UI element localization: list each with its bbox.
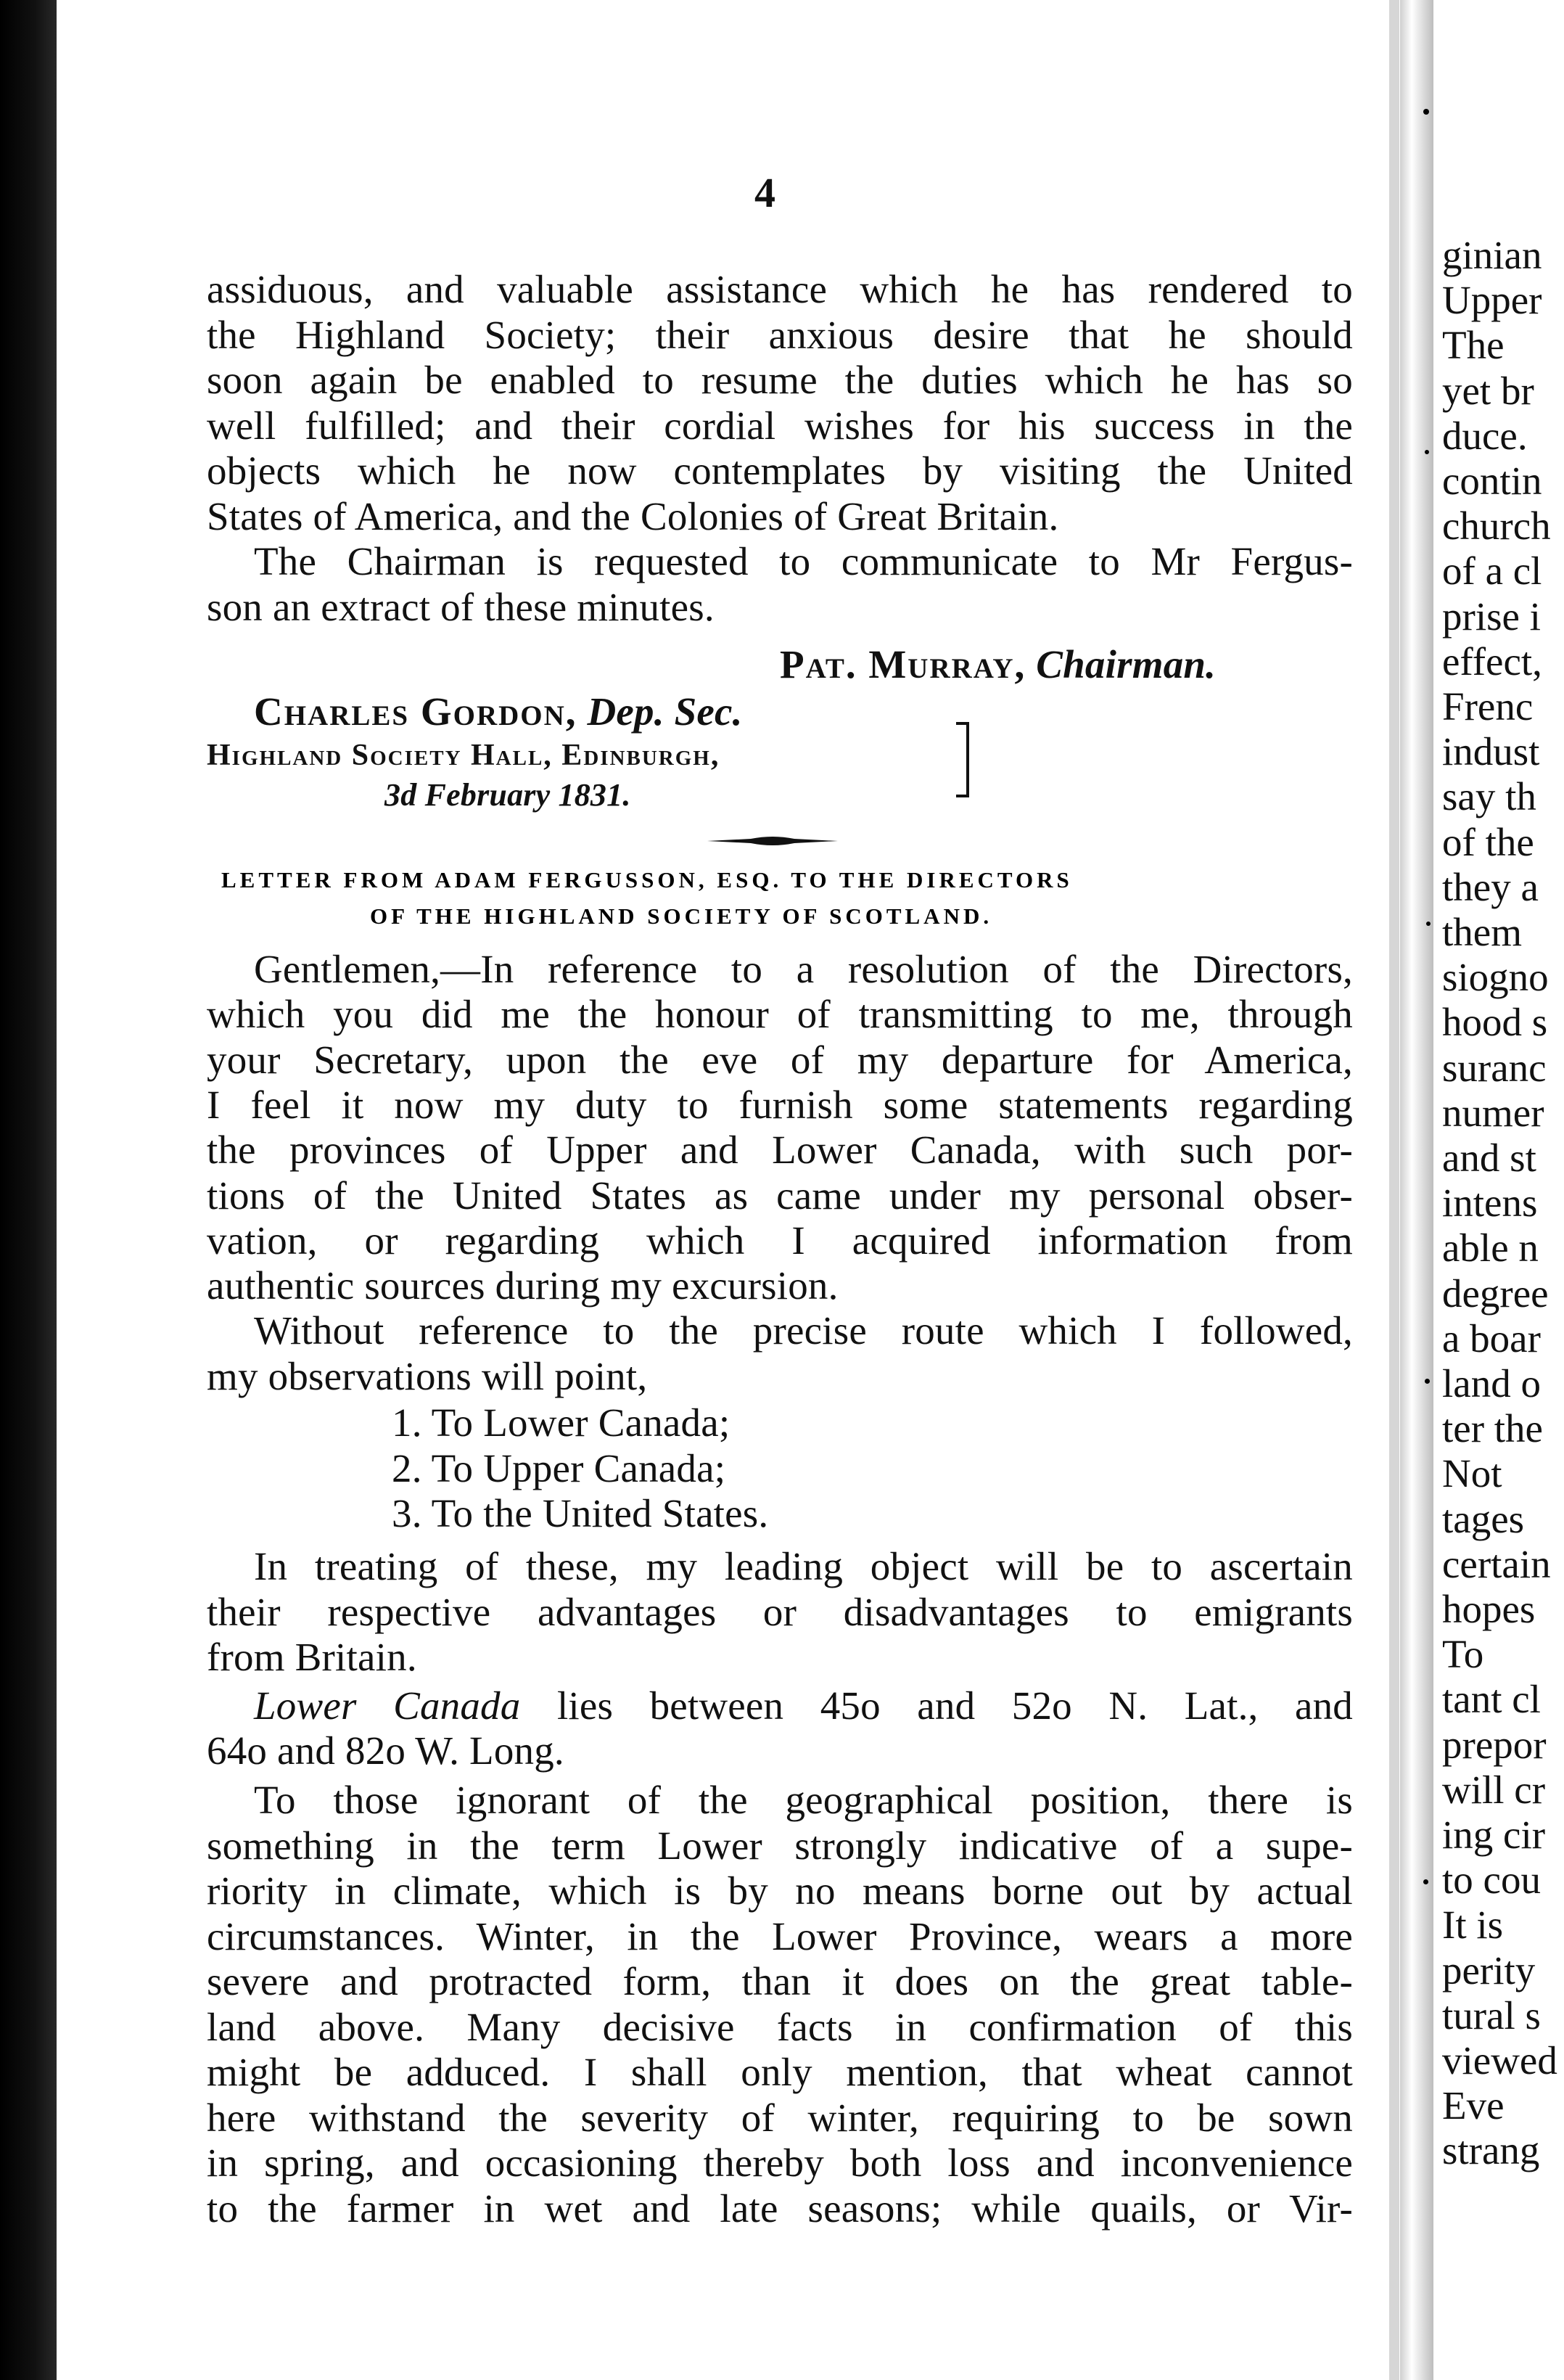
- right-page-fragment: It is: [1442, 1903, 1504, 1948]
- right-page-fragment: ginian: [1442, 233, 1542, 277]
- block4-line: land above. Many decisive facts in confirmation of this: [207, 2004, 1353, 2049]
- right-page-fragment: prise i: [1442, 594, 1541, 639]
- block4-line: to the farmer in wet and late seasons; while quails, or Vir-: [207, 2186, 1353, 2231]
- block2-line: which you did me the honour of transmitting to me, through: [207, 992, 1353, 1037]
- right-page-fragment: and st: [1442, 1136, 1536, 1180]
- block2-line: vation, or regarding which I acquired information from: [207, 1218, 1353, 1263]
- right-page-fragment: of a cl: [1442, 549, 1542, 594]
- block4-line: riority in climate, which is by no means borne out by actual: [207, 1868, 1353, 1913]
- block3-line: In treating of these, my leading object will be to ascertain: [254, 1544, 1353, 1588]
- right-page-fragment: effect,: [1442, 639, 1542, 684]
- letter-heading-line-1: LETTER FROM ADAM FERGUSSON, ESQ. TO THE DIRECTORS: [221, 867, 1073, 892]
- block4-line: here withstand the severity of winter, requiring to be sown: [207, 2095, 1353, 2140]
- right-page-fragment: intens: [1442, 1181, 1538, 1226]
- ornament-divider: [707, 834, 838, 848]
- right-page-fragment: contin: [1442, 459, 1542, 503]
- secretary-signature: [254, 689, 743, 734]
- block1-line: soon again be enabled to resume the duties which he has so: [207, 358, 1353, 402]
- block1-line: well fulfilled; and their cordial wishes for his success in the: [207, 403, 1353, 448]
- right-page-fragment: church: [1442, 504, 1551, 549]
- block2-line: Gentlemen,—In reference to a resolution of the Directors,: [254, 947, 1353, 991]
- scan-speck: [1425, 450, 1429, 454]
- right-page-fragment: they a: [1442, 864, 1539, 909]
- right-page-fragment: able n: [1442, 1226, 1539, 1271]
- block3-line: from Britain.: [207, 1635, 417, 1679]
- letter-heading-line-2: OF THE HIGHLAND SOCIETY OF SCOTLAND.: [370, 903, 993, 929]
- lower-canada-lat: lies between 45o and 52o N. Lat., and: [556, 1683, 1353, 1728]
- right-page-fragment: Not: [1442, 1451, 1502, 1496]
- book-spine: [1400, 0, 1433, 2380]
- block2-line: I feel it now my duty to furnish some statements regarding: [207, 1082, 1353, 1127]
- block4-line: in spring, and occasioning thereby both loss and inconvenience: [207, 2141, 1353, 2185]
- right-page-fragment: of the: [1442, 819, 1534, 864]
- page-number: 4: [754, 169, 775, 216]
- right-page-fragment: a boar: [1442, 1316, 1541, 1361]
- right-page-fragment: will cr: [1442, 1767, 1546, 1812]
- right-page-fragment: Frenc: [1442, 684, 1534, 729]
- right-page-fragment: land o: [1442, 1361, 1541, 1406]
- bracket-mark: [956, 722, 969, 797]
- block1-line: son an extract of these minutes.: [207, 584, 715, 629]
- right-page-fragment: certain: [1442, 1541, 1551, 1586]
- right-page-fragment: viewed: [1442, 2038, 1557, 2082]
- list-line: 2. To Upper Canada;: [392, 1445, 726, 1490]
- right-page-fragment: to cou: [1442, 1858, 1541, 1903]
- scan-speck: [1426, 922, 1431, 926]
- block2-line: tions of the United States as came under my personal obser-: [207, 1173, 1353, 1218]
- block4-line: severe and protracted form, than it does on the great table-: [207, 1959, 1353, 2003]
- right-page-fragment: suranc: [1442, 1045, 1547, 1090]
- right-page-fragment: indust: [1442, 729, 1540, 774]
- secretary-name: Charles Gordon,: [254, 689, 577, 734]
- right-page-fragment: perity: [1442, 1948, 1536, 1993]
- block1-line: assiduous, and valuable assistance which he has rendered to: [207, 267, 1353, 311]
- right-page-fragment: Eve: [1442, 2083, 1505, 2128]
- block2-line: the provinces of Upper and Lower Canada, with such por-: [207, 1128, 1353, 1173]
- right-page-fragment: yet br: [1442, 368, 1534, 413]
- block4-line: To those ignorant of the geographical position, there is: [254, 1778, 1353, 1822]
- block4-line: circumstances. Winter, in the Lower Province, wears a more: [207, 1913, 1353, 1958]
- right-page-fragment: prepor: [1442, 1722, 1547, 1767]
- secretary-title: Dep. Sec.: [587, 689, 743, 734]
- block1-line: States of America, and the Colonies of Great Britain.: [207, 493, 1059, 538]
- block2-line: my observations will point,: [207, 1353, 648, 1398]
- chairman-name: Pat. Murray,: [780, 642, 1026, 686]
- chairman-signature: [780, 642, 1216, 687]
- block1-line: objects which he now contemplates by visiting the United: [207, 448, 1353, 493]
- right-page-fragment: ing cir: [1442, 1813, 1546, 1857]
- scan-speck: [1423, 1879, 1428, 1884]
- right-page-fragment: Upper: [1442, 278, 1542, 323]
- place: Highland Society Hall, Edinburgh,: [207, 739, 720, 772]
- list-line: 1. To Lower Canada;: [392, 1400, 730, 1445]
- place-line: [207, 733, 720, 778]
- right-page-fragment: numer: [1442, 1090, 1544, 1135]
- right-page-fragment: degree: [1442, 1271, 1549, 1316]
- right-page-fragment: ter the: [1442, 1406, 1543, 1451]
- list-line: 3. To the United States.: [392, 1491, 769, 1535]
- block3-line: their respective advantages or disadvantages to emigrants: [207, 1589, 1353, 1634]
- lower-canada-line-2: 64o and 82o W. Long.: [207, 1728, 564, 1773]
- right-page-fragment: The: [1442, 323, 1505, 368]
- chairman-title: Chairman.: [1036, 642, 1217, 686]
- right-page-fragment: say th: [1442, 774, 1536, 819]
- date-line: 3d February 1831.: [384, 777, 631, 813]
- block2-line: your Secretary, upon the eve of my departure for America,: [207, 1037, 1353, 1082]
- right-page-fragment: hood s: [1442, 1000, 1548, 1045]
- spine-shadow: [1389, 0, 1399, 2380]
- lower-canada-name: Lower Canada: [254, 1683, 521, 1728]
- right-page-fragment: siogno: [1442, 955, 1549, 1000]
- block4-line: might be adduced. I shall only mention, that wheat cannot: [207, 2050, 1353, 2094]
- block1-line: The Chairman is requested to communicate to Mr Fergus-: [254, 539, 1353, 583]
- block2-line: Without reference to the precise route which I followed,: [254, 1308, 1353, 1353]
- right-page-fragment: tant cl: [1442, 1677, 1541, 1722]
- right-page-fragment: them: [1442, 910, 1522, 954]
- block4-line: something in the term Lower strongly indicative of a supe-: [207, 1823, 1353, 1868]
- block1-line: the Highland Society; their anxious desire that he should: [207, 312, 1353, 357]
- scan-speck: [1425, 1379, 1430, 1384]
- lower-canada-line-1: [254, 1683, 1353, 1728]
- block2-line: authentic sources during my excursion.: [207, 1263, 839, 1308]
- right-page-fragment: tural s: [1442, 1993, 1541, 2038]
- right-page-fragment: To: [1442, 1632, 1484, 1677]
- right-page-fragment: hopes: [1442, 1587, 1536, 1631]
- right-page-fragment: duce.: [1442, 413, 1528, 458]
- scan-speck: [1423, 109, 1429, 115]
- right-page: [1433, 0, 1564, 2380]
- right-page-fragment: strang: [1442, 2128, 1540, 2173]
- right-page-fragment: tages: [1442, 1496, 1525, 1541]
- scan-left-edge: [0, 0, 58, 2380]
